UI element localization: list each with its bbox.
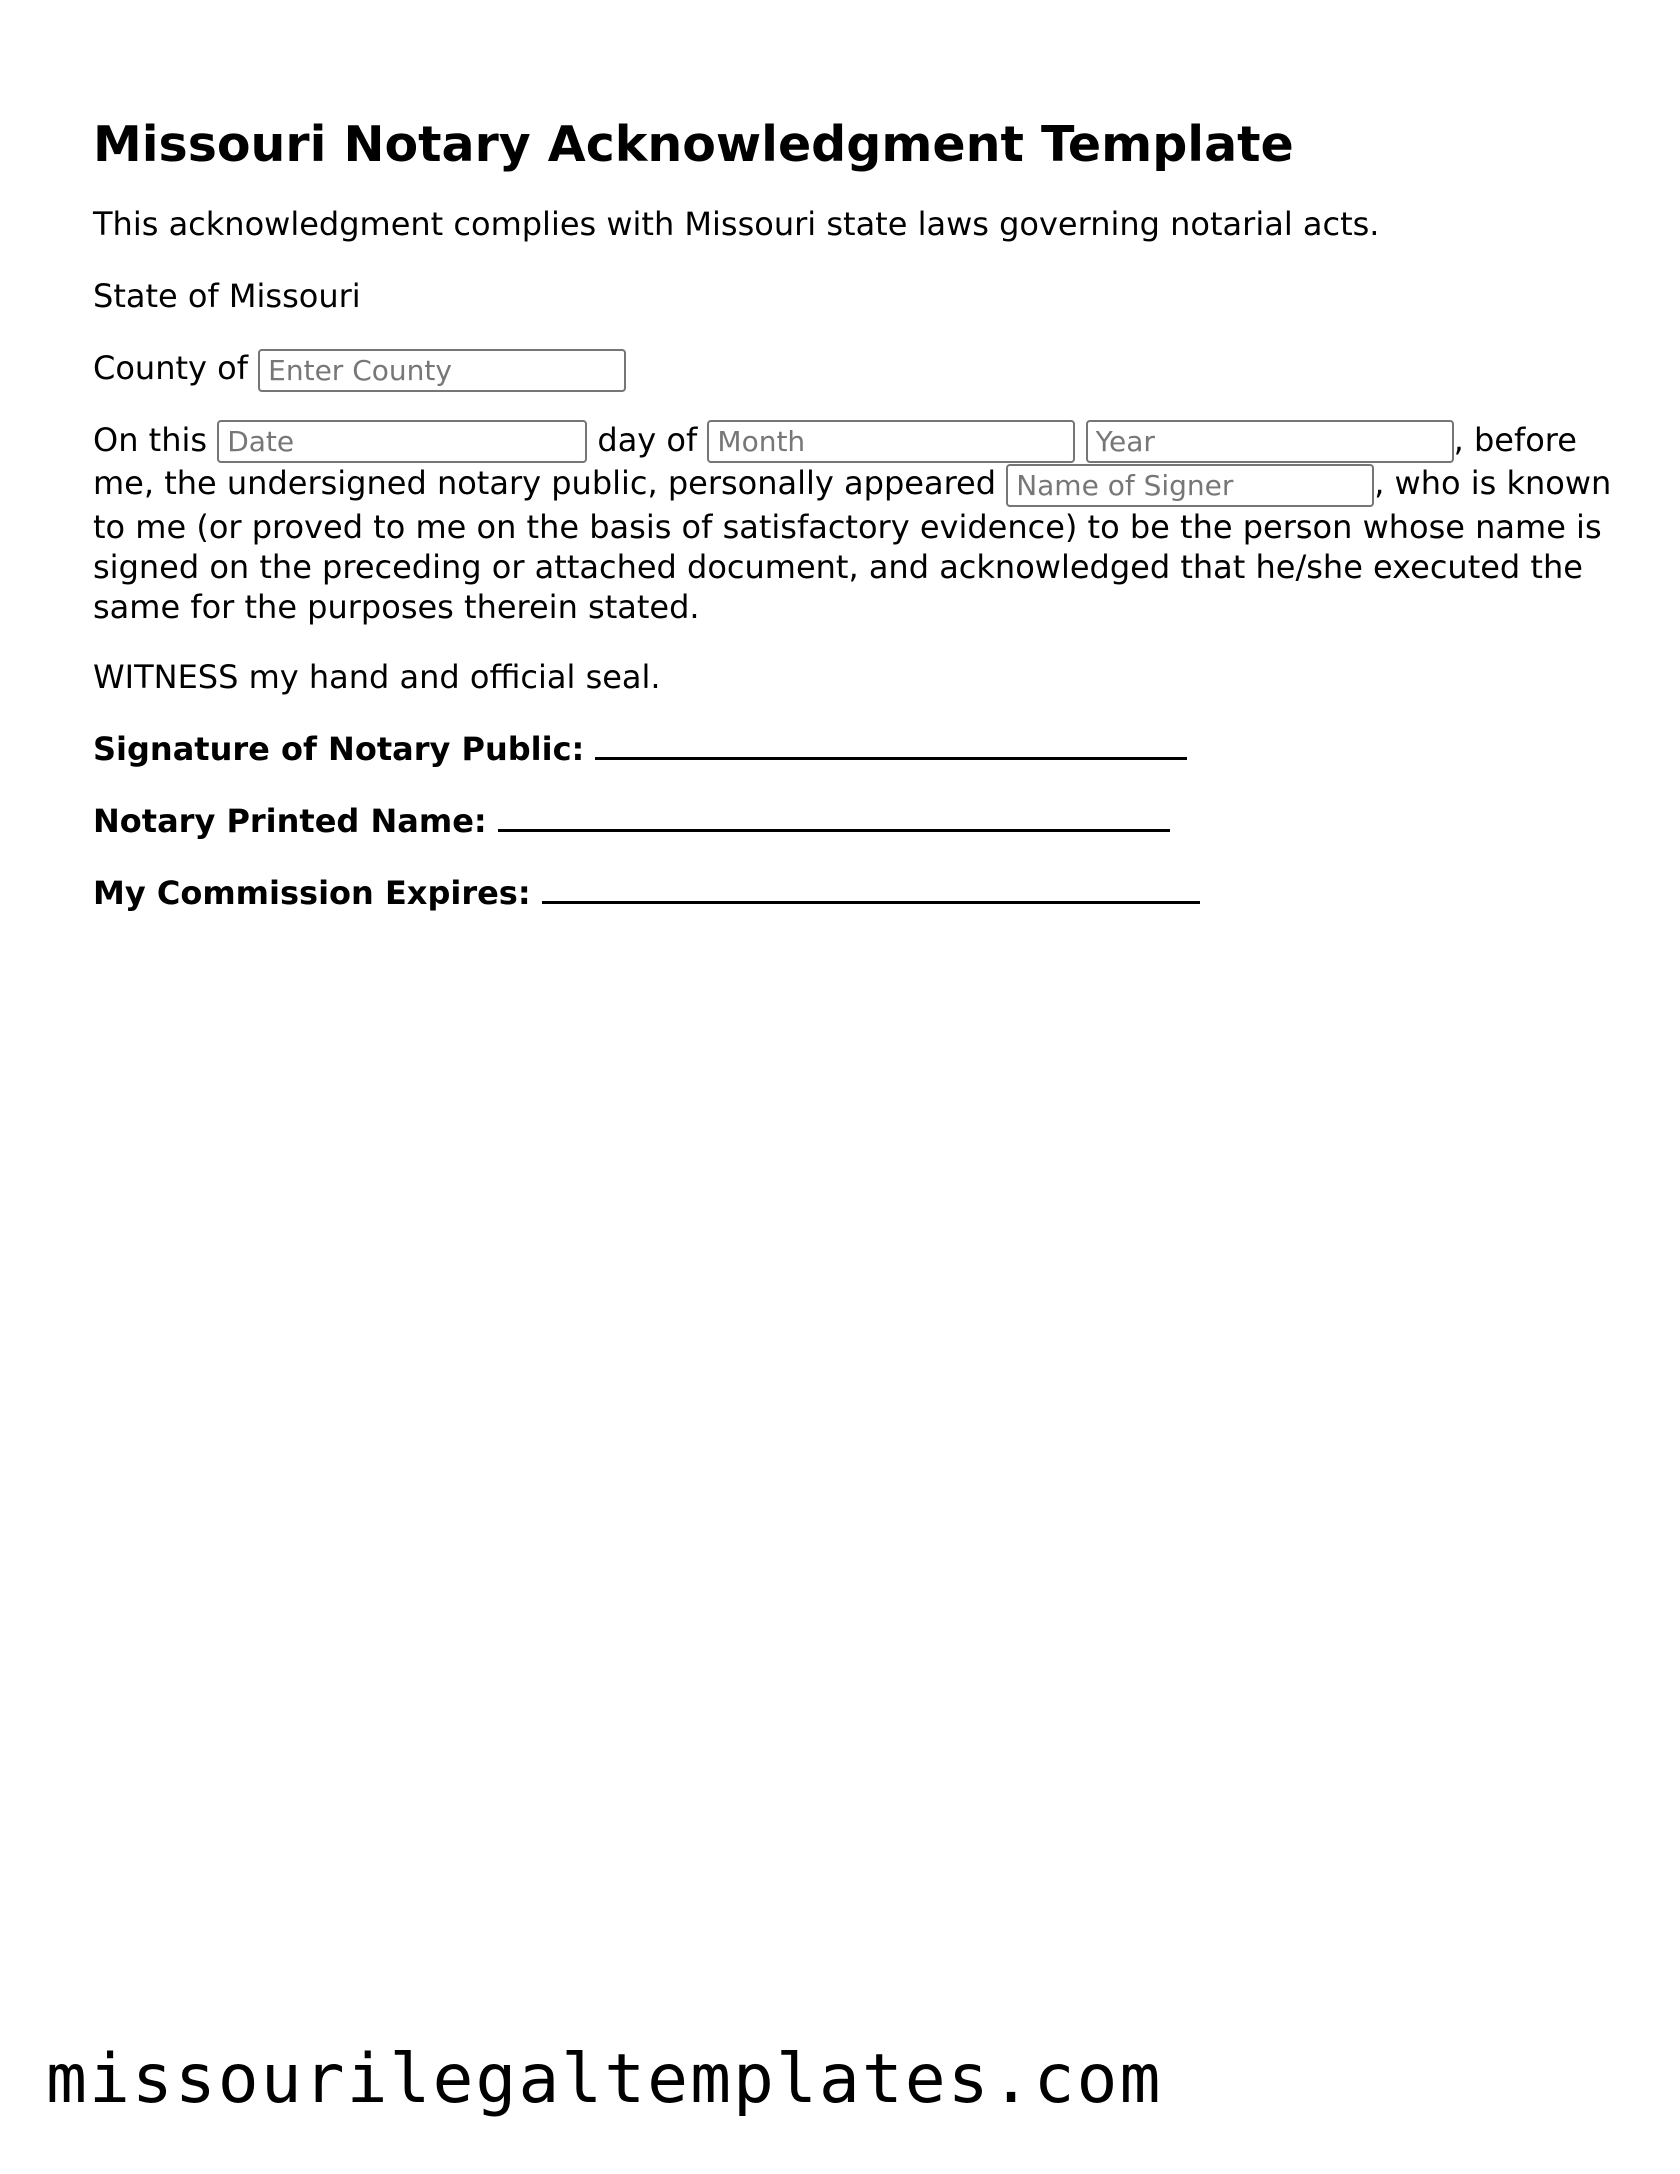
ack-day-of: day of	[597, 420, 698, 459]
witness-text: WITNESS my hand and official seal.	[93, 657, 661, 696]
ack-suffix: , who is known to me (or proved to me on the basis of satisfactory evidence) to be the person whose name is signed on the preceding or attached document, and acknowledged that he/she executed the same for the purposes therein stated.	[93, 464, 1612, 626]
notary-printed-name-blank[interactable]	[498, 799, 1170, 832]
notary-signature-blank[interactable]	[595, 727, 1187, 760]
ack-middle: , before me, the undersigned notary public, personally appeared	[93, 420, 1577, 502]
ack-prefix: On this	[93, 420, 208, 459]
date-input[interactable]	[217, 420, 587, 463]
commission-expires-label: My Commission Expires:	[93, 873, 531, 912]
intro-text: This acknowledgment complies with Missouri state laws governing notarial acts.	[93, 205, 1380, 243]
county-label: County of	[93, 349, 248, 387]
notary-printed-name-label: Notary Printed Name:	[93, 801, 487, 840]
notary-signature-label: Signature of Notary Public:	[93, 729, 585, 768]
county-input[interactable]	[258, 349, 626, 392]
notary-printed-name-line	[93, 799, 1613, 843]
acknowledgment-paragraph	[93, 420, 1613, 627]
month-input[interactable]	[707, 420, 1075, 463]
commission-expires-blank[interactable]	[542, 871, 1200, 904]
notary-signature-line	[93, 727, 1613, 771]
commission-expires-line	[93, 871, 1613, 915]
year-input[interactable]	[1086, 420, 1454, 463]
county-line	[93, 346, 1613, 392]
footer-watermark: missourilegaltemplates.com	[46, 2040, 1163, 2119]
state-line: State of Missouri	[93, 277, 361, 315]
document-page	[93, 108, 1613, 943]
signer-name-input[interactable]	[1006, 464, 1374, 507]
page-title: Missouri Notary Acknowledgment Template	[93, 116, 1294, 173]
